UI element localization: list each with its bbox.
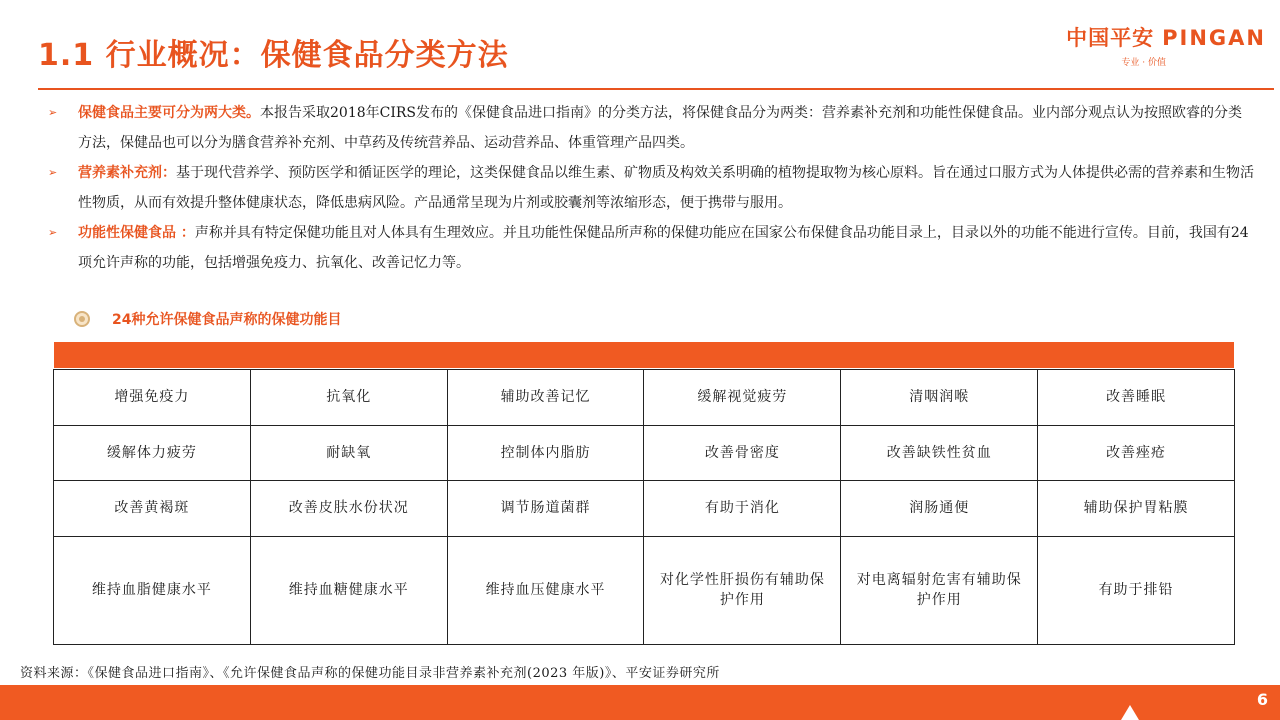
table-row — [54, 536, 1235, 644]
footer-logo-icon — [1121, 705, 1139, 720]
table-cell: 改善皮肤水份状况 — [250, 481, 447, 537]
table-cell: 有助于消化 — [644, 481, 841, 537]
bullet-list — [48, 98, 1254, 278]
table-cell: 清咽润喉 — [841, 370, 1038, 426]
functions-table — [53, 369, 1235, 645]
bullet-text: 本报告采取2018年CIRS发布的《保健食品进口指南》的分类方法，将保健食品分为两类：营养素补充剂和功能性保健食品。业内部分观点认为按照欧睿的分类方法，保健品也可以分为膳食营养补充剂、中草药及传统营养品、运动营养品、体重管理产品四类。 — [78, 105, 1242, 151]
table-row — [54, 370, 1235, 426]
logo-tagline: 专业 · 价值 — [1121, 58, 1166, 68]
table-cell: 辅助改善记忆 — [447, 370, 644, 426]
bullet-item — [48, 218, 1254, 278]
table-cell: 缓解体力疲劳 — [54, 425, 251, 481]
table-cell: 对化学性肝损伤有辅助保护作用 — [644, 536, 841, 644]
bullet-item — [48, 158, 1254, 218]
subheading-text: 24种允许保健食品声称的保健功能目 — [112, 312, 342, 328]
table-cell: 控制体内脂肪 — [447, 425, 644, 481]
table-cell: 改善缺铁性贫血 — [841, 425, 1038, 481]
table-cell: 改善睡眠 — [1038, 370, 1235, 426]
page-number: 6 — [1256, 690, 1268, 709]
table-header-bar — [54, 342, 1234, 368]
table-cell: 耐缺氧 — [250, 425, 447, 481]
table-cell: 增强免疫力 — [54, 370, 251, 426]
table-cell: 抗氧化 — [250, 370, 447, 426]
table-cell: 对电离辐射危害有辅助保护作用 — [841, 536, 1038, 644]
page-title: 1.1 行业概况：保健食品分类方法 — [38, 38, 509, 73]
table-cell: 有助于排铅 — [1038, 536, 1235, 644]
bullet-text: 基于现代营养学、预防医学和循证医学的理论，这类保健食品以维生素、矿物质及构效关系明确的植物提取物为核心原料。旨在通过口服方式为人体提供必需的营养素和生物活性物质，从而有效提升整体健康状态，降低患病风险。产品通常呈现为片剂或胶囊剂等浓缩形态，便于携带与服用。 — [78, 165, 1254, 211]
source-note: 资料来源：《保健食品进口指南》、《允许保健食品声称的保健功能目录非营养素补充剂(2023 年版)》、平安证券研究所 — [20, 666, 720, 681]
table-cell: 润肠通便 — [841, 481, 1038, 537]
table-cell: 调节肠道菌群 — [447, 481, 644, 537]
logo-en: PINGAN — [1162, 26, 1266, 50]
arrow-bullet-icon: ➢ — [48, 166, 58, 179]
arrow-bullet-icon: ➢ — [48, 106, 58, 119]
table-cell: 改善骨密度 — [644, 425, 841, 481]
bullet-lead: 保健食品主要可分为两大类。 — [78, 105, 260, 121]
bullet-lead: 营养素补充剂： — [78, 165, 176, 181]
table-row — [54, 481, 1235, 537]
arrow-bullet-icon: ➢ — [48, 226, 58, 239]
bullet-item — [48, 98, 1254, 158]
title-divider — [38, 88, 1274, 90]
bullet-lead: 功能性保健食品 ： — [78, 225, 195, 241]
table-cell: 改善痤疮 — [1038, 425, 1235, 481]
table-cell: 改善黄褐斑 — [54, 481, 251, 537]
table-cell: 缓解视觉疲劳 — [644, 370, 841, 426]
footer-bar — [0, 685, 1280, 720]
circle-bullet-icon — [74, 311, 90, 327]
table-cell: 维持血压健康水平 — [447, 536, 644, 644]
logo-cn: 中国平安 — [1066, 26, 1155, 50]
table-subheading — [74, 309, 341, 329]
table-cell: 维持血糖健康水平 — [250, 536, 447, 644]
pingan-logo — [1066, 22, 1266, 68]
table-row — [54, 425, 1235, 481]
table-cell: 辅助保护胃粘膜 — [1038, 481, 1235, 537]
bullet-text: 声称并具有特定保健功能且对人体具有生理效应。并且功能性保健品所声称的保健功能应在国家公布保健食品功能目录上，目录以外的功能不能进行宣传。目前，我国有24项允许声称的功能，包括增强免疫力、抗氧化、改善记忆力等。 — [78, 225, 1249, 271]
table-cell: 维持血脂健康水平 — [54, 536, 251, 644]
